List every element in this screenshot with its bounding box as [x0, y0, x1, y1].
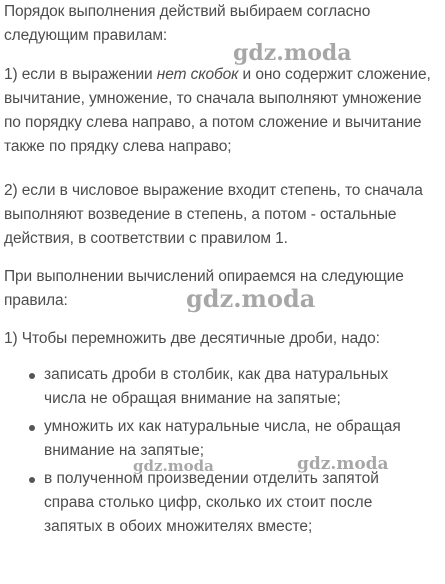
watermark: gdz.moda: [133, 457, 214, 475]
rule-1-rest: и оно содержит сложение, вычитание, умножение, то сначала выполняют умножение по порядку слева направо, а потом сложение и вычитание также по прядку слева направо;: [4, 66, 431, 155]
rule-1-paragraph: [4, 63, 442, 159]
watermark: gdz.moda: [186, 284, 316, 313]
calc-intro-paragraph: При выполнении вычислений опираемся на следующие правила:: [4, 268, 404, 309]
decimal-rule-paragraph: 1) Чтобы перемножить две десятичные дроби, надо:: [4, 330, 380, 347]
list-item-text: умножить их как натуральные числа, не обращая внимание на запятые;: [44, 418, 401, 459]
watermark: gdz.moda: [297, 454, 389, 474]
rule-2-paragraph: 2) если в числовое выражение входит степень, то сначала выполняют возведение в степень, а потом - остальные действия, в соответствии с правилом 1.: [4, 182, 423, 247]
list-item: [0, 363, 424, 411]
bullet-dot-icon: [29, 425, 35, 431]
rule-1-start: 1) если в выражении: [4, 66, 157, 83]
list-item: [0, 467, 424, 539]
list-item-text: записать дроби в столбик, как два натуральных числа не обращая внимание на запятые;: [44, 366, 389, 407]
bullet-dot-icon: [29, 477, 35, 483]
bullet-dot-icon: [29, 373, 35, 379]
decimal-steps-list: [0, 363, 445, 543]
intro-paragraph: Порядок выполнения действий выбираем согласно следующим правилам:: [4, 3, 371, 44]
rule-1-italic: нет скобок: [156, 66, 239, 83]
list-item-text: в полученном произведении отделить запятой справа столько цифр, сколько их стоит после запятых в обоих множителях вместе;: [44, 470, 379, 535]
watermark: gdz.moda: [233, 40, 352, 66]
